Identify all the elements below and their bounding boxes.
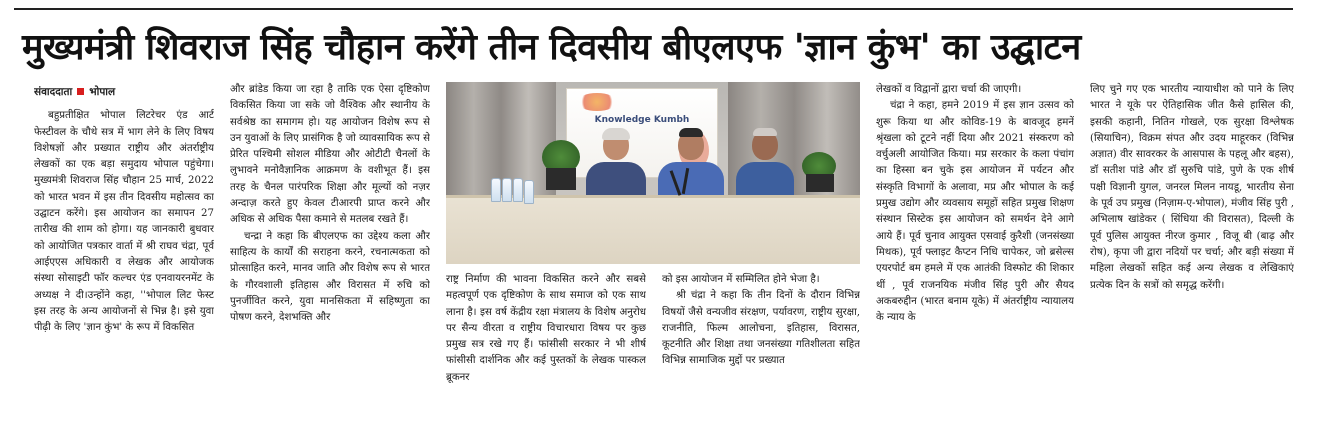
- byline-marker-icon: [77, 88, 84, 95]
- top-rule: [14, 8, 1293, 10]
- article-column-3: [446, 272, 646, 440]
- article-column-1: [34, 82, 214, 440]
- paragraph: चन्द्रा ने कहा कि बीएलएफ का उद्देश्य कला और साहित्य के कार्यों की सराहना करने, रचनात्मकता को प्रोत्साहित करने, मानव जाति और विशेष रूप से भारत के गौरवशाली इतिहास और विरासत में रुचि को पुनर्जीवित करने, युवा मानसिकता में सहिष्णुता का पोषण करने, देशभक्ति और: [230, 230, 430, 324]
- bottle-icon: [502, 178, 512, 202]
- speaker-left: [586, 130, 646, 204]
- headline: मुख्यमंत्री शिवराज सिंह चौहान करेंगे तीन दिवसीय बीएलएफ 'ज्ञान कुंभ' का उद्घाटन: [22, 27, 1081, 68]
- byline: [34, 84, 214, 100]
- paragraph: लिए चुने गए एक भारतीय न्यायाधीश को पाने के लिए भारत ने यूके पर ऐतिहासिक जीत कैसे हासिल की, इसकी कहानी, नितिन गोखले, एक सुरक्षा विश्लेषक (सियाचिन), विक्रम संपत और उदय माहूरकर (विभिन्न अज्ञात) वीर सावरकर के आसपास के पहलू और बहस), डॉ सतीश पांडे और डॉ सुरुचि पांडे, पुणे के एक शीर्ष पक्षी विज्ञानी युगल, जनरल मिलन नायडू, भारतीय सेना के पूर्व उप प्रमुख (निज़ाम-ए-भोपाल), मंजीव सिंह पुरी , अभिलाष खांडेकर ( सिंधिया की विरासत), दिल्ली के पूर्व पुलिस आयुक्त नीरज कुमार , विजू बी (बाढ़ और रोष), कृपा जी द्वारा नदियों पर चर्चा; और बड़ी संख्या में महिला लेखकों सहित कई अन्य लेखक व लेखिकाएं प्रत्येक दिन के सत्रों को समृद्ध करेंगी।: [1090, 84, 1294, 291]
- curtain-left: [446, 82, 556, 202]
- paragraph: बहुप्रतीक्षित भोपाल लिटरेचर एंड आर्ट फेस्टीवल के चौथे सत्र में भाग लेने के लिए विषय विशेषज्ञों और प्रख्यात राष्ट्रीय और अंतर्राष्ट्रीय लेखकों का एक बड़ा समुदाय भोपाल पहुंचेगा। मुख्यमंत्री शिवराज सिंह चौहान 25 मार्च, 2022 को भारत भवन में इस तीन दिवसीय महोत्सव का उद्घाटन करेंगे। इस आयोजन का समापन 27 तारीख की शाम को होगा। यह जानकारी बुधवार को आयोजित पत्रकार वार्ता में श्री राघव चंद्रा, पूर्व आईएएस अधिकारी व लेखक और आयोजक संस्था सोसाइटी फॉर कल्चर एंड एनवायरनमेंट के अध्यक्ष ने दी।उन्होंने कहा, ''भोपाल लिट फेस्ट इस तरह के अन्य आयोजनों से भिन्न है। इसे युवा पीढ़ी के लिए 'ज्ञान कुंभ' के रूप में विकसित: [34, 110, 214, 334]
- paragraph: श्री चंद्रा ने कहा कि तीन दिनों के दौरान विभिन्न विषयों जैसे वन्यजीव संरक्षण, पर्यावरण, राष्ट्रीय सुरक्षा, राजनीति, फिल्म आलोचना, इतिहास, विरासत, कूटनीति और शिक्षा तथा जनसंख्या गतिशीलता सहित विभिन्न सामाजिक मुद्दों पर प्रख्यात: [662, 290, 860, 367]
- article-column-6: [1090, 82, 1294, 440]
- bottle-icon: [513, 178, 523, 202]
- event-photo: [446, 82, 860, 264]
- article-column-2: [230, 82, 430, 440]
- dais-table: [446, 195, 860, 264]
- paragraph: राष्ट्र निर्माण की भावना विकसित करने और सबसे महत्वपूर्ण एक दृष्टिकोण के साथ समाज को एक साथ लाना है। इस वर्ष केंद्रीय रक्षा मंत्रालय के विशेष अनुरोध पर सैन्य वीरता व राष्ट्रीय विचारधारा विषय पर कुछ प्रमुख सत्र रखे गए हैं। फांसीसी सरकार ने भी शीर्ष फांसीसी दार्शनिक और कई पुस्तकों के लेखक पास्कल ब्रूकनर: [446, 274, 646, 383]
- plant-pot: [806, 174, 834, 192]
- article-column-5: [876, 82, 1074, 440]
- banner-art-icon: [577, 93, 617, 111]
- plant-pot: [546, 168, 576, 190]
- paragraph: लेखकों व विद्वानों द्वारा चर्चा की जाएगी।: [876, 84, 1022, 95]
- paragraph: और ब्रांडेड किया जा रहा है ताकि एक ऐसा दृष्टिकोण विकसित किया जा सके जो वैश्विक और स्थानीय के सर्वश्रेष्ठ का समागम हो। यह आयोजन विशेष रूप से उन युवाओं के लिए प्रासंगिक है जो व्यावसायिक रूप से प्रेरित पश्चिमी सोशल मीडिया और ओटीटी चैनलों के लुभावने मनोवैज्ञानिक आक्रमण के वशीभूत हैं। इस तरह के चैनल पारंपरिक शिक्षा और मूल्यों को नज़र अन्दाज़ करते हुए केवल टीआरपी प्राप्त करने और अधिक से अधिक पैसा कमाने से मतलब रखते हैं।: [230, 84, 430, 226]
- paragraph: चंद्रा ने कहा, हमने 2019 में इस ज्ञान उत्सव को शुरू किया था और कोविड-19 के बावजूद हमनें श्रृंखला को टूटने नहीं दिया और 2021 संस्करण को वर्चुअली आयोजित किया। मप्र सरकार के कला पंचांग का हिस्सा बन चुके इस आयोजन में पर्यटन और संस्कृति विभागों के अलावा, मप्र और भोपाल के कई प्रमुख उद्योग और व्यवसाय समूहों सहित प्रमुख शिक्षण संस्थान सिस्टेक इस आयोजन को समर्थन देने आगे आये हैं। पूर्व चुनाव आयुक्त एसवाई कुरैशी (जनसंख्या मिथक), पूर्व फ्लाइट कैप्टन निधि चापेकर, जो ब्रसेल्स एयरपोर्ट बम हमले में एक आतंकी विस्फोट की शिकार थीं , पूर्व राजनयिक मंजीव सिंह पुरी और सैयद अकबरुद्दीन (भारत बनाम यूके) में अंतर्राष्ट्रीय न्यायालय के न्याय के: [876, 100, 1074, 324]
- speaker-center: [658, 130, 724, 204]
- bottle-icon: [524, 180, 534, 204]
- bottle-icon: [491, 178, 501, 202]
- article-column-4: [662, 272, 860, 440]
- byline-reporter: संवाददाता: [34, 86, 73, 98]
- banner-text: Knowledge Kumbh: [594, 115, 690, 125]
- speaker-right: [736, 130, 794, 204]
- byline-city: भोपाल: [89, 86, 116, 98]
- paragraph: को इस आयोजन में सम्मिलित होने भेजा है।: [662, 274, 820, 285]
